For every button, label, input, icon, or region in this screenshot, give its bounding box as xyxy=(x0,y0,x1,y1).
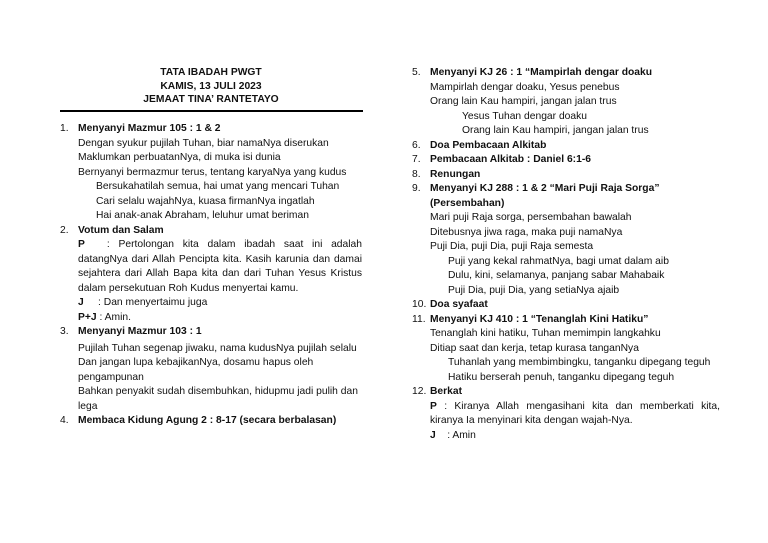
blessing-leader-text xyxy=(430,400,720,429)
item-number: 1. xyxy=(60,123,69,134)
item-number: 9. xyxy=(412,183,421,194)
item-title: Menyanyi KJ 26 : 1 “Mampirlah dengar doaku xyxy=(430,67,653,78)
right-column xyxy=(412,66,720,443)
order-item-1 xyxy=(60,122,362,224)
liturgy-leader-text: P : Pertolongan kita dalam ibadah saat ini adalah datangNya dari Allah Pencipta kita. Kasih karunia dan damai sejahtera dari Allah Bapa kita dan dari Tuhan Yesus Kristus dalam persekutuan Roh Kudus menyertai kamu. xyxy=(78,239,362,294)
order-item-10 xyxy=(412,298,720,313)
verse-line: Dengan syukur pujilah Tuhan, biar namaNya diserukan xyxy=(78,137,329,149)
verse-line: Tenanglah kini hatiku, Tuhan memimpin langkahku xyxy=(430,328,661,339)
verse-line: Puji Dia, puji Dia, yang setiaNya ajaib xyxy=(448,284,620,296)
speaker-text: : Dan menyertaimu juga xyxy=(98,297,208,308)
verse-line: Puji Dia, puji Dia, puji Raja semesta xyxy=(430,241,594,252)
item-number: 2. xyxy=(60,224,69,236)
speaker-label: J xyxy=(78,297,84,308)
verse-line: Tuhanlah yang membimbingku, tanganku dipegang teguh xyxy=(448,357,711,368)
item-title: Doa syafaat xyxy=(430,299,488,310)
verse-line: Ditebusnya jiwa raga, maka puji namaNya xyxy=(430,226,623,238)
verse-line: Bahkan penyakit sudah disembuhkan, hidupmu jadi pulih dan lega xyxy=(78,386,358,412)
header-title: TATA IBADAH PWGT xyxy=(160,67,262,78)
item-title: Pembacaan Alkitab : Daniel 6:1-6 xyxy=(430,154,591,165)
order-item-9 xyxy=(412,182,720,298)
left-column xyxy=(60,122,362,429)
verse-line: Dan jangan lupa kebajikanNya, dosamu hapus oleh pengampunan xyxy=(78,357,314,383)
verse-line: Bernyanyi bermazmur terus, tentang karyaNya yang kudus xyxy=(78,166,347,178)
item-number: 4. xyxy=(60,415,69,426)
speaker-text: : Amin. xyxy=(99,311,131,323)
order-item-12 xyxy=(412,385,720,443)
verse-line: Orang lain Kau hampiri, jangan jalan trus xyxy=(430,96,617,107)
verse-line: Mampirlah dengar doaku, Yesus penebus xyxy=(430,81,620,93)
order-item-8 xyxy=(412,168,720,183)
blessing-congregation-response xyxy=(430,429,720,444)
order-item-6 xyxy=(412,139,720,154)
header-divider xyxy=(60,110,363,112)
order-item-2 xyxy=(60,224,362,326)
verse-line: Bersukahatilah semua, hai umat yang mencari Tuhan xyxy=(96,181,340,192)
verse-line: Puji yang kekal rahmatNya, bagi umat dalam aib xyxy=(448,255,669,267)
order-item-4 xyxy=(60,414,362,429)
speaker-label: P+J xyxy=(78,311,97,323)
item-number: 3. xyxy=(60,326,69,337)
item-number: 8. xyxy=(412,168,421,180)
order-item-5 xyxy=(412,66,720,139)
verse-line: Hatiku berserah penuh, tanganku dipegang teguh xyxy=(448,371,675,383)
item-number: 6. xyxy=(412,139,421,151)
header-date: KAMIS, 13 JULI 2023 xyxy=(160,80,262,92)
liturgy-joint-response xyxy=(78,311,362,326)
speaker-text: : Amin xyxy=(447,429,476,441)
speaker-label: P xyxy=(78,239,85,250)
verse-line: Ditiap saat dan kerja, tetap kurasa tanganNya xyxy=(430,342,639,354)
verse-line: Maklumkan perbuatanNya, di muka isi dunia xyxy=(78,152,281,163)
verse-line: Yesus Tuhan dengar doaku xyxy=(462,110,588,122)
header-congregation: JEMAAT TINA’ RANTETAYO xyxy=(143,94,279,105)
item-number: 12. xyxy=(412,386,427,397)
verse-line: Mari puji Raja sorga, persembahan bawalah xyxy=(430,212,632,223)
verse-line: Cari selalu wajahNya, kuasa firmanNya ingatlah xyxy=(96,195,315,207)
item-number: 10. xyxy=(412,299,427,310)
verse-line: Hai anak-anak Abraham, leluhur umat beriman xyxy=(96,210,309,221)
item-number: 7. xyxy=(412,154,421,165)
item-title: Votum dan Salam xyxy=(78,224,164,236)
speaker-text: Pertolongan kita dalam ibadah saat ini adalah datangNya dari Allah Pencipta kita. Kasih karunia dan damai sejahtera dari Allah Bapa kita dan dari Tuhan Yesus Kristus dalam persekutuan Roh Kudus menyertai kamu. xyxy=(78,239,362,294)
liturgy-congregation-response xyxy=(78,296,362,311)
item-title: Berkat xyxy=(430,386,463,397)
speaker-label: P xyxy=(430,400,437,412)
item-title: Menyanyi KJ 410 : 1 “Tenanglah Kini Hatiku” xyxy=(430,313,649,325)
verse-line: Pujilah Tuhan segenap jiwaku, nama kudusNya pujilah selalu xyxy=(78,342,357,354)
item-number: 5. xyxy=(412,67,421,78)
item-title: Menyanyi Mazmur 105 : 1 & 2 xyxy=(78,123,221,134)
item-title: Menyanyi KJ 288 : 1 & 2 “Mari Puji Raja Sorga” (Persembahan) xyxy=(430,183,660,209)
order-item-7 xyxy=(412,153,720,168)
item-number: 11. xyxy=(412,313,426,325)
speaker-label: J xyxy=(430,429,436,441)
order-item-3 xyxy=(60,325,362,414)
item-title: Renungan xyxy=(430,168,481,180)
verse-line: Dulu, kini, selamanya, panjang sabar Mahabaik xyxy=(448,270,665,281)
speaker-text: : Kiranya Allah mengasihani kita dan memberkati kita, kiranya Ia menyinari kita dengan wajah-Nya. xyxy=(430,400,720,426)
item-title: Doa Pembacaan Alkitab xyxy=(430,139,547,151)
document-header xyxy=(60,66,362,107)
order-item-11 xyxy=(412,313,720,386)
item-title: Membaca Kidung Agung 2 : 8-17 (secara berbalasan) xyxy=(78,415,337,426)
item-title: Menyanyi Mazmur 103 : 1 xyxy=(78,326,202,337)
verse-line: Orang lain Kau hampiri, jangan jalan trus xyxy=(462,125,649,136)
